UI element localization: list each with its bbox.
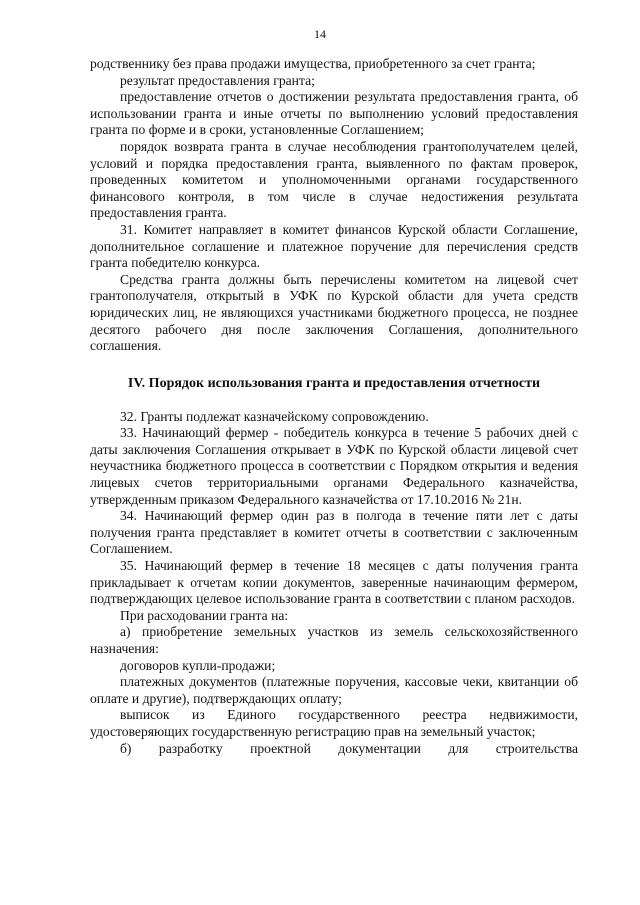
paragraph: выписок из Единого государственного реестра недвижимости, удостоверяющих государственную регистрацию прав на земельный участок; [90, 707, 578, 739]
page-number: 14 [314, 27, 326, 41]
section-heading: IV. Порядок использования гранта и предоставления отчетности [127, 375, 541, 391]
paragraph: б) разработку проектной документации для строительства [120, 740, 578, 756]
paragraph: 31. Комитет направляет в комитет финансов Курской области Соглашение, дополнительное соглашение и платежное поручение для перечисления средств гранта победителю конкурса. [90, 221, 578, 271]
paragraph: предоставление отчетов о достижении результата предоставления гранта, об использовании гранта и иные отчеты по выполнению условий предоставления гранта по форме и в сроки, установленные Соглашением; [90, 89, 578, 138]
paragraph: 33. Начинающий фермер - победитель конкурса в течение 5 рабочих дней с даты заключения Соглашения открывает в УФК по Курской области лицевой счет неучастника бюджетного процесса в соответствии с Порядком открытия и ведения лицевых счетов территориальными органами Федерального казначейства, утвержденным приказом Федерального казначейства от 17.10.2016 № 21н. [90, 425, 578, 507]
paragraph: 34. Начинающий фермер один раз в полгода в течение пяти лет с даты получения гранта представляет в комитет отчеты в соответствии с заключенным Соглашением. [90, 508, 578, 557]
document-body [90, 56, 578, 757]
paragraph: При расходовании гранта на: [120, 607, 289, 623]
paragraph: платежных документов (платежные поручения, кассовые чеки, квитанции об оплате и другие), подтверждающих оплату; [90, 674, 578, 706]
paragraph: 35. Начинающий фермер в течение 18 месяцев с даты получения гранта прикладывает к отчетам копии документов, заверенные начинающим фермером, подтверждающих целевое использование гранта в соответствии с планом расходов. [90, 558, 578, 607]
paragraph: результат предоставления гранта; [120, 72, 315, 88]
paragraph: а) приобретение земельных участков из земель сельскохозяйственного назначения: [90, 624, 578, 656]
paragraph: родственнику без права продажи имущества, приобретенного за счет гранта; [90, 56, 536, 71]
paragraph: договоров купли-продажи; [120, 657, 276, 673]
paragraph: Средства гранта должны быть перечислены комитетом на лицевой счет грантополучателя, открытый в УФК по Курской области для учета средств юридических лиц, не являющихся участниками бюджетного процесса, не позднее десятого рабочего дня после заключения Соглашения, дополнительного соглашения. [90, 271, 578, 354]
paragraph: 32. Гранты подлежат казначейскому сопровождению. [120, 408, 429, 424]
paragraph: порядок возврата гранта в случае несоблюдения грантополучателем целей, условий и порядка предоставления гранта, выявленного по фактам проверок, проведенных комитетом и уполномоченными органами государственного финансового контроля, в том числе в случае недостижения результата предоставления гранта. [90, 138, 578, 221]
